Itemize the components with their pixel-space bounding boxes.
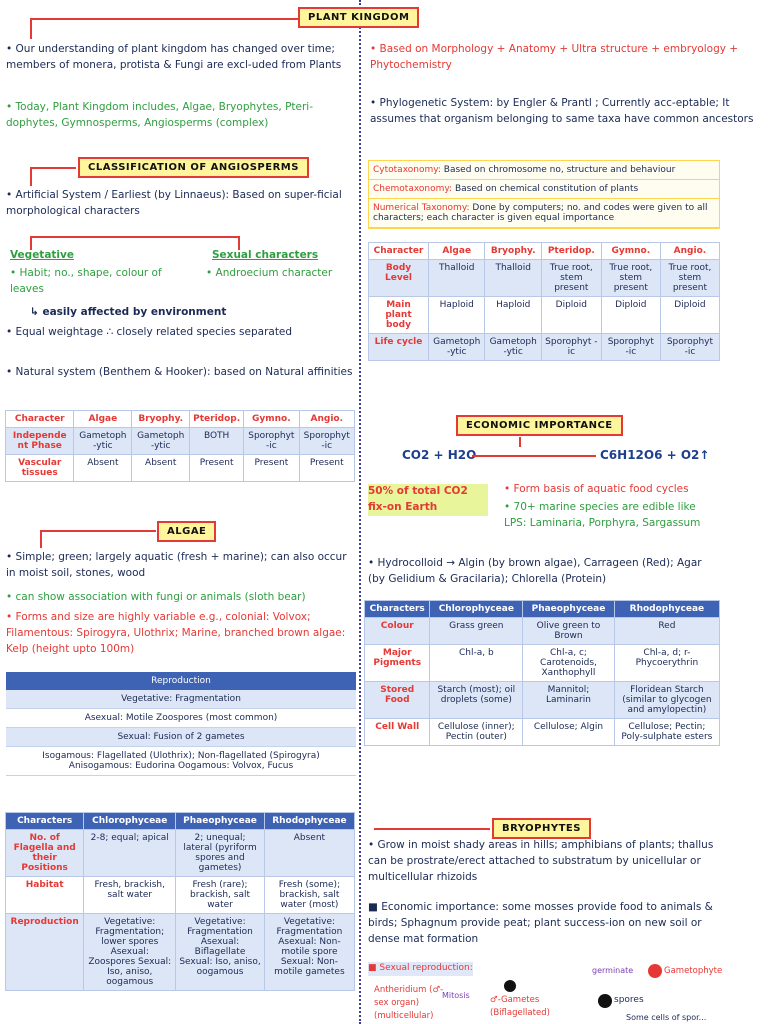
table-cell: Cellulose; Pectin; Poly-sulphate esters — [614, 719, 719, 746]
taxonomy-row — [369, 161, 719, 180]
table-cell: Diploid — [541, 297, 601, 334]
plant-kingdom-header-wrap — [298, 7, 419, 28]
arrow-line — [30, 168, 32, 186]
table-cell: Sporophyt -ic — [299, 428, 354, 455]
n-marker-icon — [504, 980, 516, 992]
vegetative-label: Vegetative — [10, 249, 74, 261]
taxonomy-name: Numerical Taxonomy: — [373, 203, 473, 213]
arrow-line — [519, 437, 521, 447]
arrow-line — [30, 19, 32, 39]
table-cell: Red — [614, 618, 719, 645]
table-header-cell: Gymno. — [601, 243, 660, 260]
bryophytes-header-wrap — [492, 818, 591, 839]
n-marker-icon — [598, 994, 612, 1008]
reproduction-row: Vegetative: Fragmentation — [6, 690, 356, 709]
table-cell: Vegetative: Fragmentation Asexual: Biflagellate Sexual: Iso, aniso, oogamous — [176, 914, 265, 991]
table-row — [6, 830, 355, 877]
sexual-characters-label: Sexual characters — [212, 249, 319, 261]
hydrocolloid: • Hydrocolloid → Algin (by brown algae), Carrageen (Red); Agar (by Gelidium & Gracilaria); Chlorella (Protein) — [368, 557, 702, 585]
gametophyte-label: Gametophyte — [664, 966, 723, 976]
pk-bullet-1: • Our understanding of plant kingdom has changed over time; members of monera, protista & Fungi are excl-uded from Plants — [6, 43, 342, 71]
column-divider — [359, 0, 361, 1024]
row-label-cell: Independe nt Phase — [6, 428, 74, 455]
table-cell: True root, stem present — [660, 260, 719, 297]
table-header-cell: Bryophy. — [132, 411, 190, 428]
algae-title: ALGAE — [157, 521, 216, 542]
table-cell: True root, stem present — [601, 260, 660, 297]
table-cell: Gametoph -ytic — [74, 428, 132, 455]
algae-bullet-3: • Forms and size are highly variable e.g., colonial: Volvox; Filamentous: Spirogyra, Ulothrix; Marine, branched brown algae: Kelp (height upto 100m) — [6, 611, 346, 655]
table-cell: Floridean Starch (similar to glycogen and amylopectin) — [614, 682, 719, 719]
table-cell: Vegetative: Fragmentation; lower spores Asexual: Zoospores Sexual: Iso, aniso, oogamous — [84, 914, 176, 991]
equation-right: C6H12O6 + O2↑ — [600, 448, 710, 462]
branch-line — [30, 236, 240, 238]
table-header-cell: Character — [369, 243, 429, 260]
reproduction-row: Asexual: Motile Zoospores (most common) — [6, 709, 356, 728]
table-cell: True root, stem present — [541, 260, 601, 297]
table-cell: Fresh, brackish, salt water — [84, 877, 176, 914]
table-header-cell: Chlorophyceae — [84, 813, 176, 830]
spores-label: spores — [614, 995, 644, 1005]
androecium-text: • Androecium character — [206, 267, 333, 279]
table-cell: BOTH — [190, 428, 244, 455]
taxonomy-text: Based on chromosome no, structure and behaviour — [443, 165, 676, 175]
table-header-cell: Algae — [428, 243, 484, 260]
row-label-cell: Stored Food — [365, 682, 430, 719]
table-cell: Chl-a, d; r-Phycoerythrin — [614, 645, 719, 682]
table-header-cell: Phaeophyceae — [176, 813, 265, 830]
artificial-system: • Artificial System / Earliest (by Linnaeus): Based on super-ficial morphological characters — [6, 189, 342, 217]
table-cell: Sporophyt -ic — [601, 334, 660, 361]
table-cell: Olive green to Brown — [523, 618, 615, 645]
table-cell: Fresh (rare); brackish, salt water — [176, 877, 265, 914]
taxonomy-row — [369, 199, 719, 228]
arrow-line — [374, 828, 490, 830]
classification-header-wrap — [78, 157, 309, 178]
table-cell: Present — [299, 455, 354, 482]
row-label-cell: Vascular tissues — [6, 455, 74, 482]
table-row — [369, 297, 720, 334]
table-cell: 2; unequal; lateral (pyriform spores and gametes) — [176, 830, 265, 877]
table-header-cell: Pteridop. — [541, 243, 601, 260]
taxonomy-text: Based on chemical constitution of plants — [454, 184, 639, 194]
table-row — [365, 645, 720, 682]
n-marker-icon — [648, 964, 662, 978]
reproduction-row: Isogamous: Flagellated (Ulothrix); Non-flagellated (Spirogyra) Anisogamous: Eudorina Oogamous: Volvox, Fucus — [6, 747, 356, 776]
table-row — [6, 428, 355, 455]
table-row — [365, 682, 720, 719]
table-cell: Gametoph -ytic — [428, 334, 484, 361]
table-cell: Absent — [264, 830, 354, 877]
table-cell: Sporophyt -ic — [541, 334, 601, 361]
taxonomy-name: Cytotaxonomy: — [373, 165, 444, 175]
table-cell: Gametoph -ytic — [132, 428, 190, 455]
food-cycles: • Form basis of aquatic food cycles — [504, 483, 689, 495]
table-header-cell: Character — [6, 411, 74, 428]
reproduction-header: Reproduction — [6, 672, 356, 690]
phylogenetic-system: • Phylogenetic System: by Engler & Prantl ; Currently acc-eptable; It assumes that organism belonging to same taxa have common ancestors — [370, 97, 754, 125]
bryo-economic: ■ Economic importance: some mosses provide food to animals & birds; Sphagnum provide peat; plant success-ion on new soil or dense mat formation — [368, 901, 713, 945]
table-header-cell: Pteridop. — [190, 411, 244, 428]
equal-weightage: • Equal weightage ∴ closely related species separated — [6, 326, 293, 338]
germinate-label: germinate — [592, 966, 634, 975]
table-cell: Thalloid — [428, 260, 484, 297]
left-column — [0, 0, 358, 1024]
taxonomy-box — [368, 160, 720, 229]
table-cell: Diploid — [601, 297, 660, 334]
table-row — [6, 914, 355, 991]
table-row — [369, 334, 720, 361]
table-cell: Present — [190, 455, 244, 482]
table-cell: Chl-a, b — [430, 645, 523, 682]
table-cell: Cellulose (inner); Pectin (outer) — [430, 719, 523, 746]
equation-left: CO2 + H2O — [402, 448, 477, 462]
row-label-cell: Cell Wall — [365, 719, 430, 746]
sexual-reproduction-label: ■ Sexual reproduction: — [368, 962, 473, 976]
reproduction-row: Sexual: Fusion of 2 gametes — [6, 728, 356, 747]
table-cell: Mannitol; Laminarin — [523, 682, 615, 719]
table-row — [365, 719, 720, 746]
table-row — [6, 877, 355, 914]
plant-kingdom-title: PLANT KINGDOM — [298, 7, 419, 28]
row-label-cell: Habitat — [6, 877, 84, 914]
easily-affected: ↳ easily affected by environment — [30, 306, 227, 318]
pk-bullet-2: • Today, Plant Kingdom includes, Algae, Bryophytes, Pteri-dophytes, Gymnosperms, Angiosperms (complex) — [6, 101, 314, 129]
table-cell: Haploid — [428, 297, 484, 334]
table-cell: Fresh (some); brackish, salt water (most) — [264, 877, 354, 914]
row-label-cell: Reproduction — [6, 914, 84, 991]
economic-header-wrap — [456, 415, 623, 436]
table-cell: Thalloid — [485, 260, 541, 297]
mitosis-label: Mitosis — [442, 991, 470, 1000]
table-row — [365, 618, 720, 645]
table-header-cell: Rhodophyceae — [614, 601, 719, 618]
row-label-cell: Major Pigments — [365, 645, 430, 682]
table-cell: Absent — [132, 455, 190, 482]
gametes-label: ♂-Gametes (Biflagellated) — [490, 995, 550, 1018]
row-label-cell: Main plant body — [369, 297, 429, 334]
table-header-cell: Algae — [74, 411, 132, 428]
table-cell: Chl-a, c; Carotenoids, Xanthophyll — [523, 645, 615, 682]
table-cell: Grass green — [430, 618, 523, 645]
some-cells-label: Some cells of spor... — [626, 1013, 707, 1022]
table-cell: Diploid — [660, 297, 719, 334]
arrow-line — [40, 530, 42, 548]
bryophytes-title: BRYOPHYTES — [492, 818, 591, 839]
table-row — [369, 260, 720, 297]
reproduction-box — [6, 672, 356, 776]
row-label-cell: Body Level — [369, 260, 429, 297]
table-cell: Haploid — [485, 297, 541, 334]
right-intro-1: • Based on Morphology + Anatomy + Ultra structure + embryology + Phytochemistry — [370, 43, 739, 71]
table-cell: Sporophyt -ic — [244, 428, 299, 455]
classification-title: CLASSIFICATION OF ANGIOSPERMS — [78, 157, 309, 178]
algae-bullet-1: • Simple; green; largely aquatic (fresh + marine); can also occur in moist soil, stones, wood — [6, 551, 347, 579]
taxonomy-text: Done by computers; no. and codes were given to all characters; each character is given equal importance — [373, 203, 708, 223]
equation-arrow — [472, 455, 596, 457]
table-header-cell: Chlorophyceae — [430, 601, 523, 618]
table-cell: Present — [244, 455, 299, 482]
body-table — [368, 242, 720, 361]
table-header-cell: Bryophy. — [485, 243, 541, 260]
arrow-line — [30, 18, 298, 20]
table-cell: Cellulose; Algin — [523, 719, 615, 746]
marine-species: • 70+ marine species are edible like LPS: Laminaria, Porphyra, Sargassum — [504, 501, 701, 529]
algae-pigment-table — [364, 600, 720, 746]
table-header-cell: Phaeophyceae — [523, 601, 615, 618]
arrow-line — [40, 530, 156, 532]
table-cell: Absent — [74, 455, 132, 482]
algae-header-wrap — [157, 521, 216, 542]
row-label-cell: Colour — [365, 618, 430, 645]
table-cell: Starch (most); oil droplets (some) — [430, 682, 523, 719]
algae-bullet-2: • can show association with fungi or animals (sloth bear) — [6, 591, 306, 603]
bryo-bullet-1: • Grow in moist shady areas in hills; amphibians of plants; thallus can be prostrate/erect attached to substratum by unicellular or multicellular rhizoids — [368, 839, 714, 883]
phase-table — [5, 410, 355, 482]
table-header-cell: Characters — [6, 813, 84, 830]
economic-title: ECONOMIC IMPORTANCE — [456, 415, 623, 436]
taxonomy-name: Chemotaxonomy: — [373, 184, 455, 194]
taxonomy-row — [369, 180, 719, 199]
row-label-cell: Life cycle — [369, 334, 429, 361]
table-header-cell: Angio. — [299, 411, 354, 428]
antheridium-label: Antheridium (♂-sex organ) (multicellular) — [374, 985, 444, 1021]
natural-system: • Natural system (Benthem & Hooker): based on Natural affinities — [6, 366, 353, 378]
table-cell: Sporophyt -ic — [660, 334, 719, 361]
table-header-cell: Characters — [365, 601, 430, 618]
habit-text: • Habit; no., shape, colour of leaves — [10, 267, 162, 295]
table-cell: Vegetative: Fragmentation Asexual: Non-motile spore Sexual: Non-motile gametes — [264, 914, 354, 991]
table-header-cell: Angio. — [660, 243, 719, 260]
row-label-cell: No. of Flagella and their Positions — [6, 830, 84, 877]
fifty-percent: 50% of total CO2 fix-on Earth — [368, 484, 488, 516]
algae-flagella-table — [5, 812, 355, 991]
table-header-cell: Rhodophyceae — [264, 813, 354, 830]
table-header-cell: Gymno. — [244, 411, 299, 428]
table-cell: Gametoph -ytic — [485, 334, 541, 361]
arrow-line — [30, 167, 76, 169]
table-row — [6, 455, 355, 482]
table-cell: 2-8; equal; apical — [84, 830, 176, 877]
